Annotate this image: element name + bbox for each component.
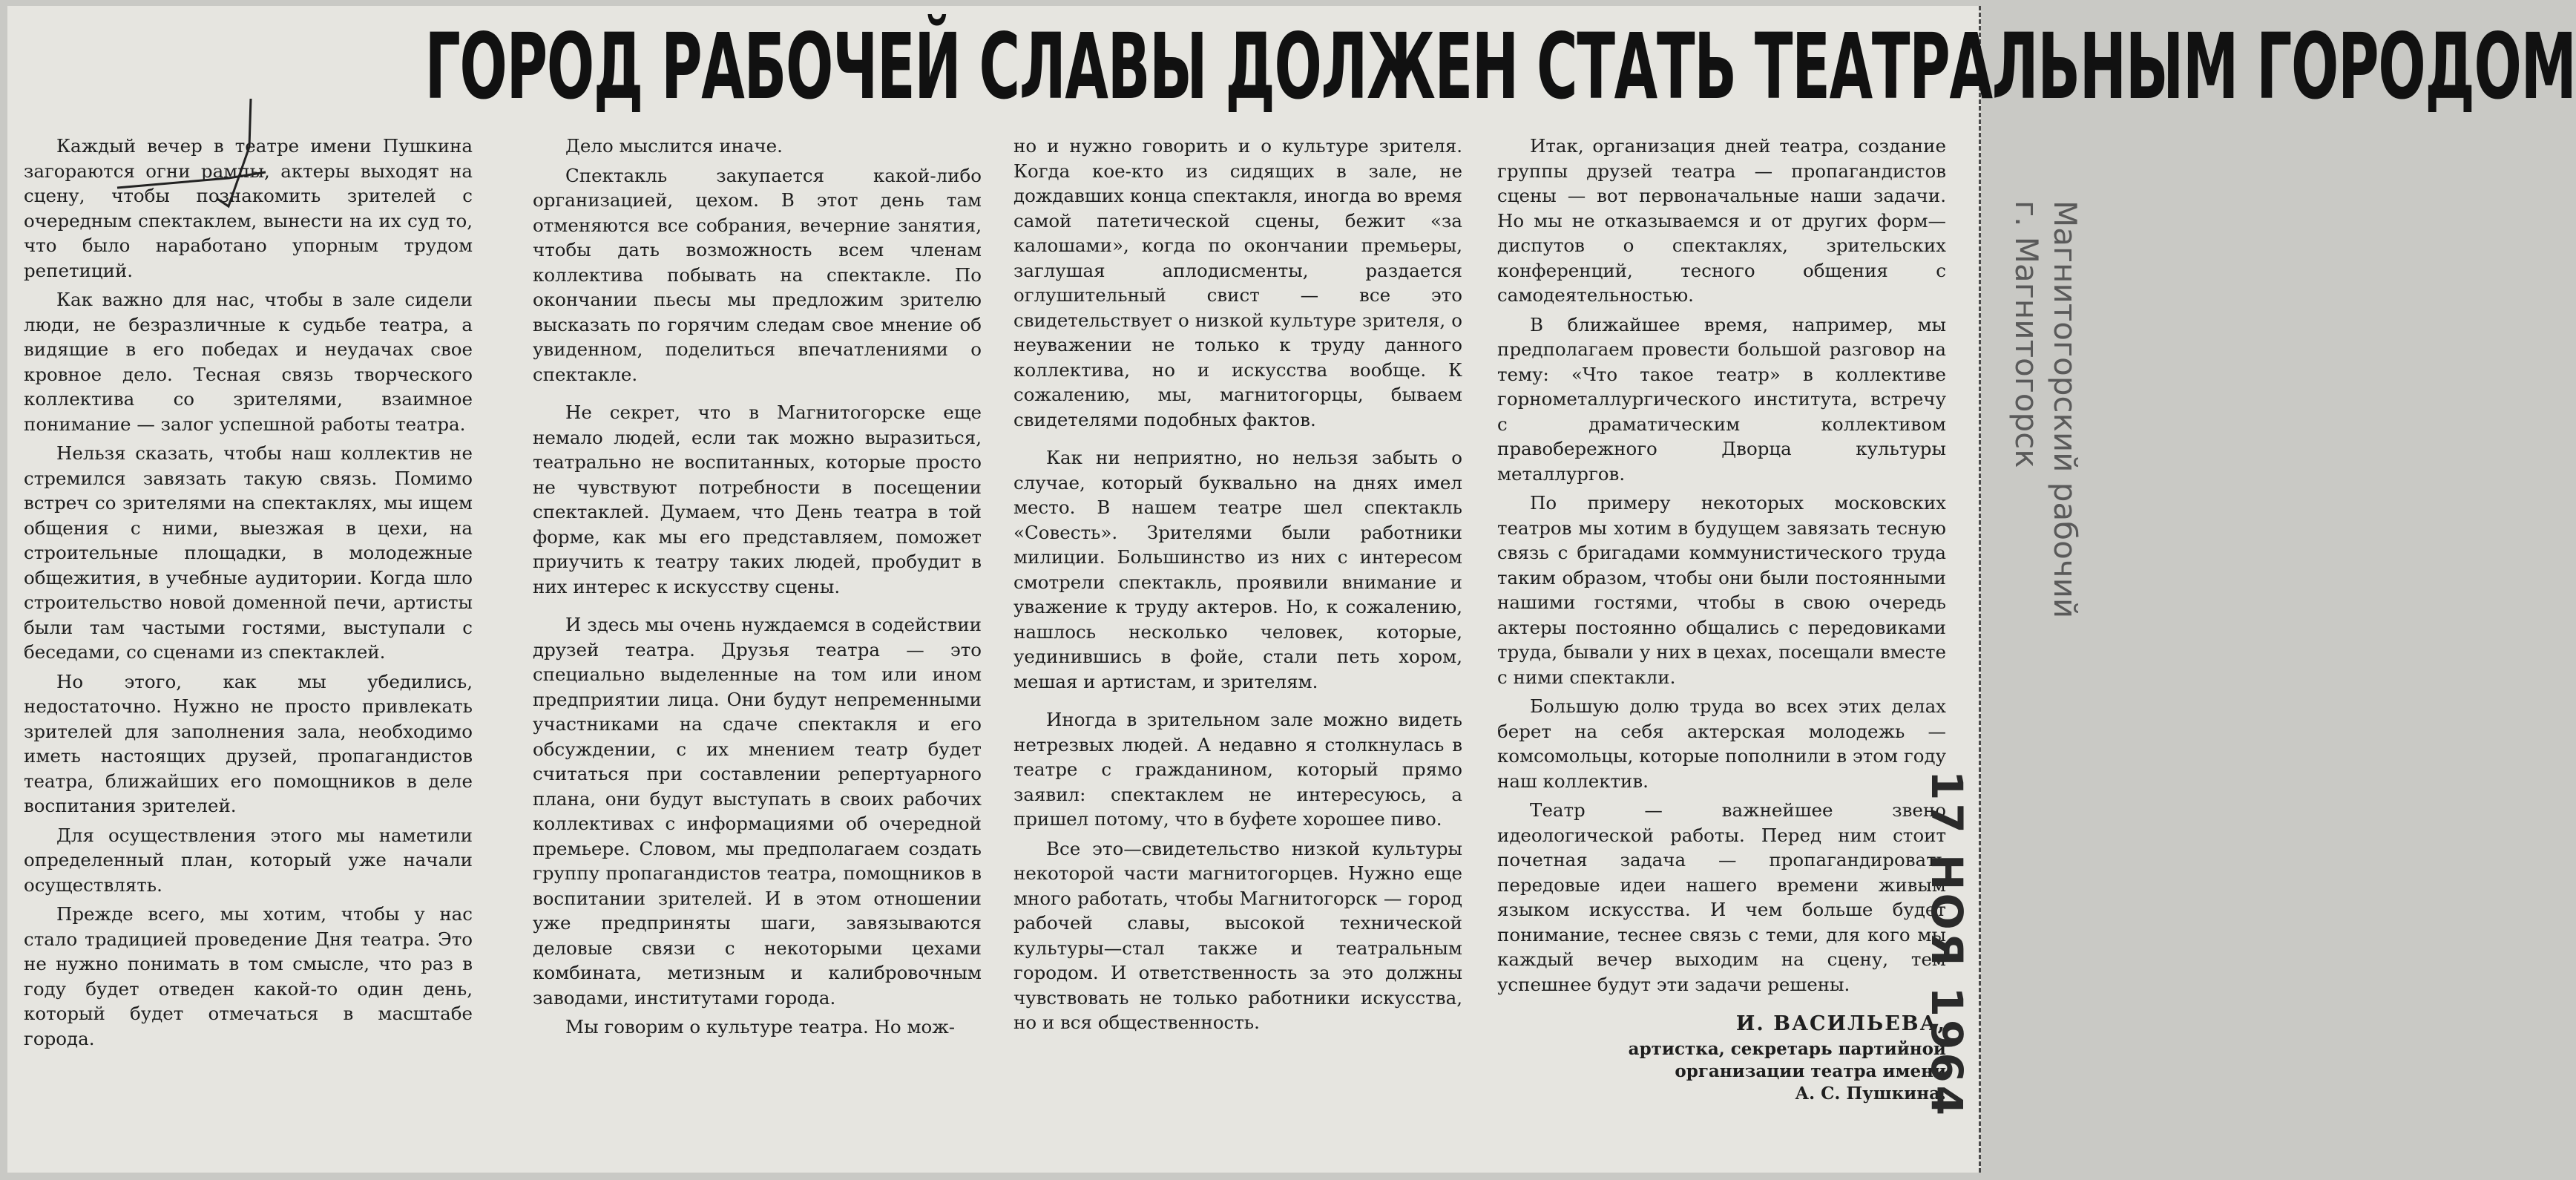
paragraph: Как ни неприятно, но нельзя забыть о случае, который буквально на днях имел место. В нашем театре шел спектакль «Совесть». Зрителями были работники милиции. Большинство из них с интересом смотрели спектакль, проявили внимание и уважение к труду актеров. Но, к сожалению, нашлось несколько человек, которые, уединившись в фойе, стали петь хором, мешая и артистам, и зрителям. bbox=[1013, 447, 1462, 692]
paragraph: Дело мыслится иначе. bbox=[565, 135, 783, 157]
paragraph: Театр — важнейшее звено идеологической работы. Перед ним стоит почетная задача — пропагандировать передовые идеи нашего времени живым языком искусства. И чем больше будет понимание, теснее связь с теми, для кого мы каждый вечер выходим на сцену, тем успешнее будут эти задачи решены. bbox=[1497, 799, 1946, 995]
paragraph: Иногда в зрительном зале можно видеть нетрезвых людей. А недавно я столкнулась в театре с гражданином, который прямо заявил: спектаклем не интересуюсь, а пришел потому, что в буфете хорошее пиво. bbox=[1013, 709, 1462, 830]
article-column-2 bbox=[533, 134, 982, 1161]
stamp-newspaper: Магнитогорский рабочий bbox=[2047, 200, 2083, 619]
author-title: организации театра имени bbox=[1675, 1061, 1946, 1081]
author-title: А. С. Пушкина. bbox=[1795, 1084, 1946, 1104]
author-title: артистка, секретарь партийной bbox=[1628, 1039, 1946, 1059]
stamp-city: г. Магнитогорск bbox=[2008, 200, 2045, 468]
author-name: И. ВАСИЛЬЕВА, bbox=[1735, 1012, 1946, 1035]
article-column-3 bbox=[1013, 134, 1462, 1161]
paragraph: Каждый вечер в театре имени Пушкина загораются огни рампы, актеры выходят на сцену, чтобы познакомить зрителей с очередным спектаклем, вынести на их суд то, что было наработано упорным трудом репетиций. bbox=[24, 135, 473, 281]
paragraph: Прежде всего, мы хотим, чтобы у нас стало традицией проведение Дня театра. Это не нужно понимать в том смысле, что раз в году будет отведен какой-то один день, который будет отмечаться в масштабе города. bbox=[24, 903, 473, 1049]
paragraph: Для осуществления этого мы наметили определенный план, который уже начали осуществлять. bbox=[24, 824, 473, 896]
paragraph: Все это—свидетельство низкой культуры некоторой части магнитогорцев. Нужно еще много работать, чтобы Магнитогорск — город рабочей славы, высокой технической культуры—стал также и театральным городом. И ответственность за это должны чувствовать не только работники искусства, но и вся общественность. bbox=[1013, 837, 1462, 1033]
paragraph: В ближайшее время, например, мы предполагаем провести большой разговор на тему: «Что такое театр» в коллективе горнометаллургического института, встречу с драматическим коллективом правобережного Дворца культуры металлургов. bbox=[1497, 313, 1946, 485]
paragraph: Мы говорим о культуре театра. Но мож- bbox=[565, 1016, 956, 1038]
paragraph: Итак, организация дней театра, создание группы друзей театра — пропагандистов сцены — вот первоначальные наши задачи. Но мы не отказываемся и от других форм—диспутов о спектаклях, зрительских конференций, тесного общения с самодеятельностью. bbox=[1497, 135, 1946, 306]
paragraph: Спектакль закупается какой-либо организацией, цехом. В этот день там отменяются все собрания, вечерние занятия, чтобы дать возможность всем членам коллектива побывать на спектакле. По окончании пьесы мы предложим зрителю высказать по горячим следам свое мнение об увиденном, поделиться впечатлениями о спектакле. bbox=[533, 164, 982, 385]
paragraph: Большую долю труда во всех этих делах берет на себя актерская молодежь — комсомольцы, которые пополнили в этом году наш коллектив. bbox=[1497, 695, 1946, 792]
paragraph: И здесь мы очень нуждаемся в содействии друзей театра. Друзья театра — это специально выделенные на том или ином предприятии лица. Они будут непременными участниками на сдаче спектакля и его обсуждении, с их мнением театр будет считаться при составлении репертуарного плана, они будут выступать в своих рабочих коллективах с информациями об очередной премьере. Словом, мы предполагаем создать группу пропагандистов театра, помощников в воспитании зрителей. И в этом отношении уже предприняты шаги, завязываются деловые связи с некоторыми цехами комбината, метизным и калибровочным заводами, институтами города. bbox=[533, 614, 982, 1009]
paragraph: Но этого, как мы убедились, недостаточно. Нужно не просто привлекать зрителей для заполнения зала, необходимо иметь настоящих друзей, пропагандистов театра, ближайших его помощников в деле воспитания зрителей. bbox=[24, 670, 473, 816]
paragraph: но и нужно говорить и о культуре зрителя. Когда кое-кто из сидящих в зале, не дождавших конца спектакля, иногда во время самой патетической сцены, бежит «за калошами», когда по окончании премьеры, заглушая аплодисменты, раздается оглушительный свист — все это свидетельствует о низкой культуре зрителя, о неуважении не только к труду данного коллектива, но и искусства вообще. К сожалению, мы, магнитогорцы, бываем свидетелями подобных фактов. bbox=[1013, 135, 1462, 430]
paragraph: Нельзя сказать, чтобы наш коллектив не стремился завязать такую связь. Помимо встреч со зрителями на спектаклях, мы ищем общения с ними, выезжая в цехи, на строительные площадки, в молодежные общежития, в учебные аудитории. Когда шло строительство новой доменной печи, артисты были там частыми гостями, выступали с беседами, со сценами из спектаклей. bbox=[24, 442, 473, 663]
paragraph: По примеру некоторых московских театров мы хотим в будущем завязать тесную связь с бригадами коммунистического труда таким образом, чтобы они были постоянными нашими гостями, чтобы в свою очередь актеры постоянно общались с передовиками труда, бывали у них в цехах, посещали вместе с ними спектакли. bbox=[1497, 492, 1946, 688]
article-column-4 bbox=[1497, 134, 1946, 1161]
paragraph: Как важно для нас, чтобы в зале сидели люди, не безразличные к судьбе театра, а видящие в его победах и неудачах свое кровное дело. Тесная связь творческого коллектива со зрителями, взаимное понимание — залог успешной работы театра. bbox=[24, 289, 473, 435]
author-signature bbox=[1497, 1010, 1946, 1105]
paragraph: Не секрет, что в Магнитогорске еще немало людей, если так можно выразиться, театрально не воспитанных, которые просто не чувствуют потребности в посещении спектаклей. Думаем, что День театра в той форме, как мы его представляем, поможет приучить к театру таких людей, пробудит в них интерес к искусству сцены. bbox=[533, 401, 982, 597]
article-headline: ГОРОД РАБОЧЕЙ СЛАВЫ ДОЛЖЕН СТАТЬ ТЕАТРАЛЬНЫМ ГОРОДОМ bbox=[424, 14, 2576, 119]
date-stamp: 17 НОЯ 1964 bbox=[1922, 770, 1972, 1119]
source-stamp bbox=[2007, 200, 2084, 618]
article-column-1 bbox=[24, 134, 473, 1161]
